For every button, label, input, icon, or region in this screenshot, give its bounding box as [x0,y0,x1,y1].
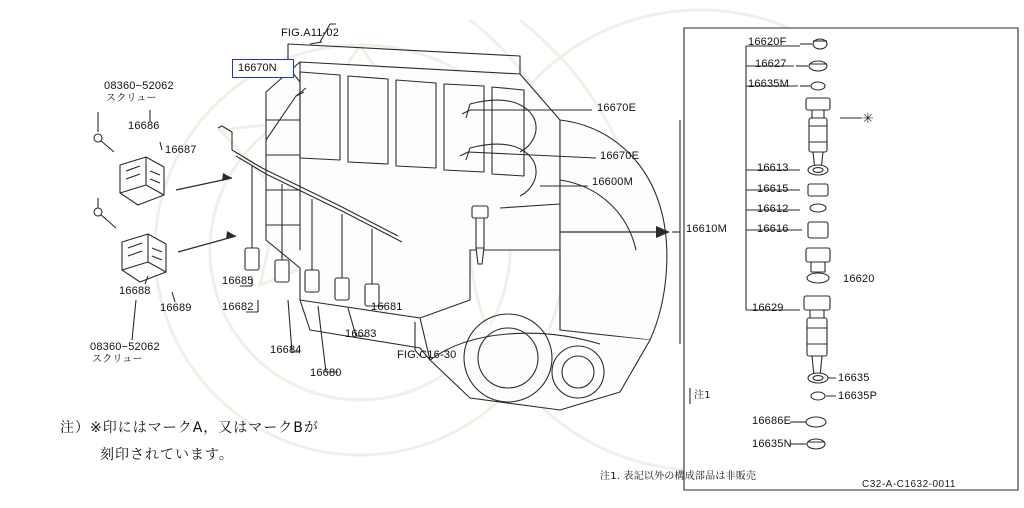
part-label-16635: 16635 [838,372,870,384]
part-label-16684: 16684 [270,344,302,356]
part-label-16685: 16685 [222,275,254,287]
part-label-screw-top: スクリュー [106,93,157,104]
part-label-16620f: 16620F [748,36,787,48]
part-label-16686e: 16686E [752,415,792,427]
part-label-16616: 16616 [757,223,789,235]
highlight-part-label[interactable]: 16670N [232,59,294,78]
part-label-16615: 16615 [757,183,789,195]
part-label-16682: 16682 [222,301,254,313]
part-label-screw-bottom: スクリュー [92,354,143,365]
part-label-16680: 16680 [310,367,342,379]
part-label-16670e-lower: 16670E [600,150,640,162]
part-label-16670e-upper: 16670E [597,102,637,114]
figure-ref-a11-02[interactable]: FIG.A11-02 [281,27,340,39]
part-label-16620: 16620 [843,273,875,285]
part-label-16689: 16689 [160,302,192,314]
note-line-2: 刻印されています。 [100,447,234,463]
part-label-16627: 16627 [755,58,787,70]
part-label-16688: 16688 [119,285,151,297]
part-label-16613: 16613 [757,162,789,174]
diagram-code: C32-A-C1632-0011 [862,479,956,490]
panel-note-marker: 注1 [694,390,711,401]
part-label-16681: 16681 [371,301,403,313]
part-label-16612: 16612 [757,203,789,215]
part-label-08360-52062-bottom: 08360−52062 [90,341,160,353]
part-label-16686: 16686 [128,120,160,132]
part-label-16629: 16629 [752,302,784,314]
part-label-16687: 16687 [165,144,197,156]
part-label-16635n: 16635N [752,438,792,450]
figure-ref-c16-30[interactable]: FIG.C16-30 [397,349,457,361]
part-label-08360-52062-top: 08360−52062 [104,80,174,92]
part-label-16610m: 16610M [686,223,727,235]
note-line-1: 注）※印にはマークA，又はマークBが [60,420,319,436]
part-label-16635m: 16635M [748,78,789,90]
svg-text:✳: ✳ [862,111,874,127]
part-label-16600m: 16600M [592,176,633,188]
part-label-16635p: 16635P [838,390,878,402]
footnote-1: 注1. 表記以外の構成部品は非販売 [600,471,757,482]
part-label-16683: 16683 [345,328,377,340]
